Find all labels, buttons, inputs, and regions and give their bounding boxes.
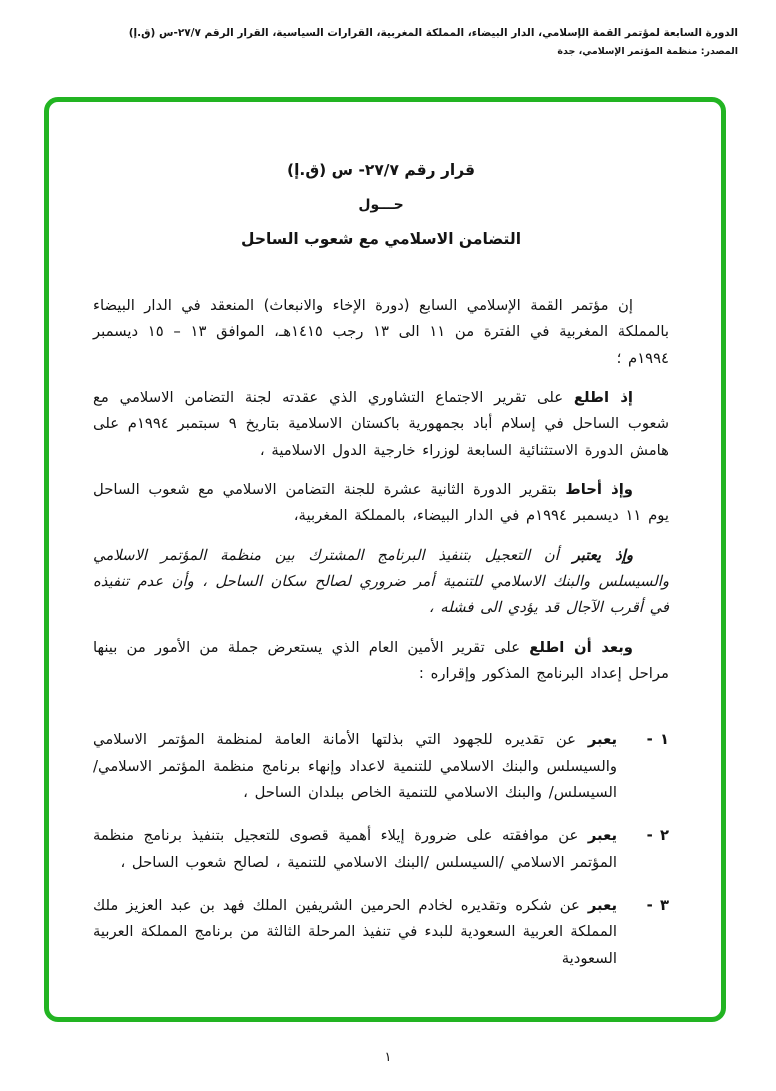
operative-items-list — [93, 727, 669, 972]
paragraph-text: أن التعجيل بتنفيذ البرنامج المشترك بين منظمة المؤتمر الاسلامي والسيسلس والبنك الاسلامي للتنمية أمر ضروري لصالح سكان الساحل ، وأن عدم تنفيذه في أقرب الآجال قد يؤدي الى فشله ، — [93, 546, 669, 617]
header-citation-line: الدورة السابعة لمؤتمر القمة الإسلامي، الدار البيضاء، المملكة المغربية، القرارات السياسية، القرار الرقم ٢٧/٧-س (ق.إ) — [128, 27, 738, 39]
item-rest: عن تقديره للجهود التي بذلتها الأمانة العامة لمنظمة المؤتمر الاسلامي والسيسلس والبنك الاسلامي للتنمية لاعداد وإنهاء برنامج منظمة المؤتمر الاسلامي/ السيسلس/ والبنك الاسلامي للتنمية الخاص ببلدان الساحل ، — [93, 731, 617, 801]
item-text — [93, 823, 617, 876]
paragraph-text: على تقرير الاجتماع التشاوري الذي عقدته لجنة التضامن الاسلامي مع شعوب الساحل في إسلام أباد بجمهورية باكستان الاسلامية بتاريخ ٩ سبتمبر ١٩٩٤م على هامش الدورة الاستثنائية السابعة لوزراء خارجية الدول الاسلامية ، — [93, 388, 669, 459]
item-text — [93, 893, 617, 972]
paragraph-preamble-2 — [93, 385, 669, 464]
item-lead: يعبر — [587, 896, 617, 914]
item-number: ٣ - — [646, 896, 669, 914]
item-rest: عن موافقته على ضرورة إيلاء أهمية قصوى للتعجيل بتنفيذ برنامج منظمة المؤتمر الاسلامي /السيسلس /البنك الاسلامي للتنمية ، لصالح شعوب الساحل ، — [93, 827, 617, 871]
list-item-3 — [93, 893, 669, 972]
paragraph-lead: وبعد أن اطلع — [529, 638, 633, 656]
resolution-subject: التضامن الاسلامي مع شعوب الساحل — [240, 230, 522, 249]
paragraph-text: على تقرير الأمين العام الذي يستعرض جملة من الأمور من بينها مراحل إعداد البرنامج المذكور وإقراره : — [93, 638, 669, 682]
resolution-about-word: حـــول — [358, 196, 404, 213]
resolution-number: قرار رقم ٢٧/٧- س (ق.إ) — [287, 161, 475, 179]
item-lead: يعبر — [587, 827, 617, 845]
source-header — [38, 27, 738, 57]
paragraph-lead: وإذ أحاط — [565, 480, 633, 498]
paragraph-lead: وإذ يعتبر — [572, 546, 633, 564]
list-item-2 — [93, 823, 669, 876]
item-lead: يعبر — [587, 731, 617, 749]
preamble-paragraphs — [93, 293, 669, 687]
paragraph-preamble-4 — [93, 543, 669, 622]
paragraph-text: (دورة الإخاء والانبعاث) المنعقد في الدار البيضاء بالمملكة المغربية في الفترة من ١١ الى ١٣ رجب ١٤١٥هـ، الموافق ١٣ – ١٥ ديسمبر ١٩٩٤م ؛ — [93, 296, 670, 367]
document-green-frame — [44, 97, 726, 1022]
item-text — [93, 727, 617, 806]
item-number: ٢ - — [646, 827, 669, 845]
list-item-1 — [93, 727, 669, 806]
paragraph-lead: إذ اطلع — [573, 388, 633, 406]
page-number: ١ — [384, 1050, 392, 1065]
paragraph-lead: إن مؤتمر القمة الإسلامي السابع — [419, 296, 633, 314]
document-content — [49, 102, 721, 1017]
resolution-title-block — [93, 160, 669, 251]
header-source-line: المصدر: منظمة المؤتمر الإسلامي، جدة — [557, 46, 738, 57]
item-rest: عن شكره وتقديره لخادم الحرمين الشريفين الملك فهد بن عبد العزيز ملك المملكة العربية السعودية للبدء في تنفيذ المرحلة الثالثة من برنامج المملكة العربية السعودية — [93, 896, 617, 967]
paragraph-text: بتقرير الدورة الثانية عشرة للجنة التضامن الاسلامي مع شعوب الساحل يوم ١١ ديسمبر ١٩٩٤م في الدار البيضاء، بالمملكة المغربية، — [93, 480, 669, 525]
paragraph-preamble-3 — [93, 477, 669, 530]
paragraph-preamble-5 — [93, 635, 669, 688]
paragraph-preamble-1 — [93, 293, 669, 372]
item-number: ١ - — [646, 731, 669, 749]
